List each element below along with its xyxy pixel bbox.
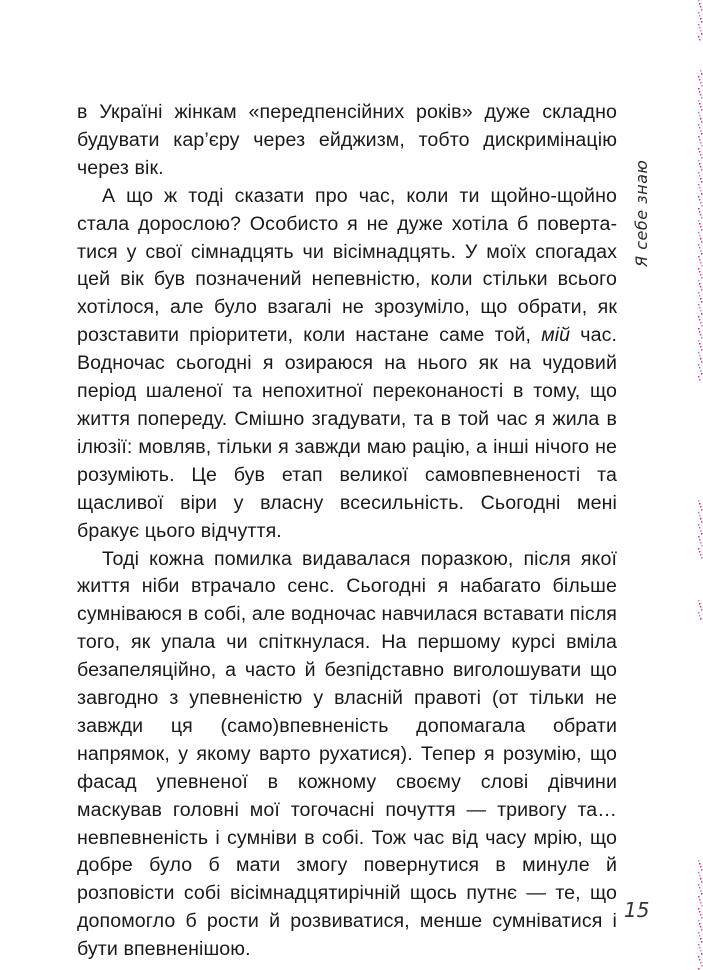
edge-dot <box>698 196 700 198</box>
edge-dot <box>699 911 701 913</box>
edge-dot <box>698 36 700 38</box>
emphasis-text: мій <box>541 324 571 347</box>
edge-dot <box>700 926 702 928</box>
text-run: час. Водночас сьогодні я озираюся на нього як на чудовий період шаленої та непохитної переконаності в тому, що життя попереду. Смішно згадувати, та в той час я жила в ілюзії: мовляв, тільки я завжди маю рацію, а інші нічого не розуміють. Це був етап великої самовпевненості та щасливої віри у власну всесильність. Сьогодні мені бракує цього відчуття. <box>77 324 618 542</box>
edge-dot <box>701 373 703 375</box>
edge-dot <box>701 133 703 135</box>
edge-dot <box>700 214 702 216</box>
edge-dot <box>701 869 703 871</box>
edge-dot <box>699 247 701 249</box>
edge-dot <box>700 30 702 32</box>
edge-dot <box>701 217 703 219</box>
edge-dot <box>698 76 700 78</box>
edge-dot <box>699 367 701 369</box>
edge-dot <box>700 154 702 156</box>
edge-dot <box>698 184 700 186</box>
edge-dot <box>701 917 703 919</box>
edge-dot <box>701 313 703 315</box>
edge-dot <box>701 953 703 955</box>
edge-dot <box>701 929 703 931</box>
edge-dot <box>701 193 703 195</box>
edge-dot <box>699 211 701 213</box>
edge-dot <box>700 518 702 520</box>
edge-dot <box>698 292 700 294</box>
edge-dot <box>700 130 702 132</box>
edge-dot <box>701 205 703 207</box>
edge-dot <box>700 334 702 336</box>
edge-dot <box>700 962 702 964</box>
edge-dot <box>699 527 701 529</box>
edge-dot <box>701 169 703 171</box>
edge-dot <box>700 166 702 168</box>
edge-dot <box>700 902 702 904</box>
edge-dot <box>701 557 703 559</box>
edge-dot <box>701 145 703 147</box>
paragraph-p1 <box>77 99 617 183</box>
edge-dot <box>701 289 703 291</box>
edge-dot <box>699 875 701 877</box>
edge-dot <box>701 21 703 23</box>
edge-dot <box>701 157 703 159</box>
edge-dot <box>698 524 700 526</box>
edge-dot <box>701 545 703 547</box>
edge-dot <box>698 136 700 138</box>
edge-dot <box>698 884 700 886</box>
edge-dot <box>699 935 701 937</box>
edge-decoration <box>681 0 703 970</box>
edge-dot <box>700 618 702 620</box>
edge-dot <box>699 307 701 309</box>
edge-dot <box>699 15 701 17</box>
edge-dot <box>699 115 701 117</box>
edge-dot <box>699 151 701 153</box>
edge-dot <box>699 139 701 141</box>
edge-dot <box>699 91 701 93</box>
page-number: 15 <box>624 898 650 922</box>
edge-dot <box>701 121 703 123</box>
edge-dot <box>698 364 700 366</box>
edge-dot <box>701 33 703 35</box>
edge-dot <box>698 340 700 342</box>
edge-dot <box>700 950 702 952</box>
edge-dot <box>699 235 701 237</box>
body-text <box>77 99 617 964</box>
edge-dot <box>701 881 703 883</box>
edge-dot <box>698 232 700 234</box>
edge-dot <box>700 878 702 880</box>
edge-dot <box>700 542 702 544</box>
edge-dot <box>701 265 703 267</box>
edge-dot <box>698 896 700 898</box>
edge-dot <box>699 127 701 129</box>
edge-dot <box>700 190 702 192</box>
edge-dot <box>701 9 703 11</box>
edge-dot <box>699 887 701 889</box>
edge-dot <box>701 73 703 75</box>
edge-dot <box>699 199 701 201</box>
edge-dot <box>698 280 700 282</box>
edge-dot <box>700 866 702 868</box>
edge-dot <box>700 310 702 312</box>
edge-dot <box>698 548 700 550</box>
edge-dot <box>699 615 701 617</box>
edge-dot <box>698 500 700 502</box>
edge-dot <box>698 328 700 330</box>
edge-dot <box>700 18 702 20</box>
edge-dot <box>699 899 701 901</box>
edge-dot <box>700 202 702 204</box>
edge-dot <box>700 238 702 240</box>
edge-dot <box>700 938 702 940</box>
edge-dot <box>699 27 701 29</box>
edge-dot <box>700 178 702 180</box>
edge-dot <box>701 509 703 511</box>
edge-dot <box>701 941 703 943</box>
edge-dot <box>699 79 701 81</box>
edge-dot <box>699 3 701 5</box>
edge-dot <box>699 39 701 41</box>
paragraph-p2 <box>77 183 617 546</box>
edge-dot <box>700 606 702 608</box>
edge-dot <box>698 0 700 2</box>
edge-dot <box>701 337 703 339</box>
edge-dot <box>701 325 703 327</box>
edge-dot <box>699 503 701 505</box>
edge-dot <box>701 301 703 303</box>
edge-dot <box>700 890 702 892</box>
edge-dot <box>699 295 701 297</box>
edge-dot <box>701 97 703 99</box>
edge-dot <box>699 539 701 541</box>
edge-dot <box>700 118 702 120</box>
edge-dot <box>699 259 701 261</box>
edge-dot <box>701 241 703 243</box>
edge-dot <box>698 512 700 514</box>
edge-dot <box>701 229 703 231</box>
text-run: А що ж тоді сказати про час, коли ти щойно-щойно стала дорослою? Особисто я не дуже хотіла б повертатися у свої сімнадцять чи вісімнадцять. У моїх спогадах цей вік був позначений непевністю, коли стільки всього хотілося, але було взагалі не зрозуміло, що обрати, як розставити пріоритети, коли настане саме той, <box>77 184 617 347</box>
edge-dot <box>698 256 700 258</box>
edge-dot <box>698 24 700 26</box>
edge-dot <box>698 600 700 602</box>
edge-dot <box>701 253 703 255</box>
edge-dot <box>700 322 702 324</box>
edge-dot <box>700 530 702 532</box>
edge-dot <box>698 304 700 306</box>
edge-dot <box>698 612 700 614</box>
edge-dot <box>701 277 703 279</box>
edge-dot <box>700 262 702 264</box>
edge-dot <box>700 70 702 72</box>
edge-dot <box>698 124 700 126</box>
edge-dot <box>701 533 703 535</box>
edge-dot <box>700 914 702 916</box>
edge-dot <box>699 355 701 357</box>
edge-dot <box>701 349 703 351</box>
edge-dot <box>699 959 701 961</box>
edge-dot <box>700 226 702 228</box>
edge-dot <box>700 6 702 8</box>
edge-dot <box>698 872 700 874</box>
edge-dot <box>699 515 701 517</box>
edge-dot <box>699 551 701 553</box>
edge-dot <box>698 148 700 150</box>
paragraph-p3 <box>77 546 617 965</box>
edge-dot <box>700 370 702 372</box>
edge-dot <box>701 521 703 523</box>
edge-dot <box>699 187 701 189</box>
edge-dot <box>698 932 700 934</box>
edge-dot <box>698 100 700 102</box>
edge-dot <box>698 112 700 114</box>
edge-dot <box>699 947 701 949</box>
edge-dot <box>700 94 702 96</box>
edge-dot <box>700 554 702 556</box>
running-head: Я себе знаю <box>632 159 651 267</box>
edge-dot <box>698 220 700 222</box>
edge-dot <box>699 271 701 273</box>
edge-dot <box>699 331 701 333</box>
edge-dot <box>700 106 702 108</box>
edge-dot <box>699 863 701 865</box>
edge-dot <box>699 103 701 105</box>
edge-dot <box>698 160 700 162</box>
text-run: Тоді кожна помилка видавалася поразкою, після якої життя ніби втрачало сенс. Сьогодні я набагато більше сумніваюся в собі, але водночас навчилася вставати після того, як упала чи спіткнулася. На першому курсі вміла безапеляційно, а часто й безпідставно виголошувати що завгодно з упевненістю у власній правоті (от тільки не завжди ця (само)впевненість допомагала обрати напрямок, у якому варто рухатися). Тепер я розумію, що фасад упевненої в кожному своєму слові дівчини маскував головні мої тогочасні почуття — тривогу та… невпевненість і сумніви в собі. Тож час від часу мрію, що добре було б мати змогу повернутися в минуле й розповісти собі вісімнадцятирічній щось путнє — те, що допомогло б рости й розвиватися, менше сумніватися і бути впевненішою. <box>77 547 617 961</box>
edge-dot <box>698 920 700 922</box>
edge-dot <box>698 968 700 970</box>
edge-dot <box>699 319 701 321</box>
edge-dot <box>699 175 701 177</box>
edge-dot <box>698 208 700 210</box>
edge-dot <box>700 298 702 300</box>
edge-dot <box>701 893 703 895</box>
edge-dot <box>698 88 700 90</box>
edge-dot <box>700 286 702 288</box>
edge-dot <box>700 506 702 508</box>
edge-dot <box>700 82 702 84</box>
edge-dot <box>701 181 703 183</box>
edge-dot <box>700 250 702 252</box>
edge-dot <box>699 223 701 225</box>
edge-dot <box>698 268 700 270</box>
edge-dot <box>698 12 700 14</box>
edge-dot <box>698 352 700 354</box>
edge-dot <box>698 316 700 318</box>
edge-dot <box>698 944 700 946</box>
edge-dot <box>701 361 703 363</box>
edge-dot <box>699 283 701 285</box>
edge-dot <box>700 274 702 276</box>
edge-dot <box>698 376 700 378</box>
edge-dot <box>698 908 700 910</box>
edge-dot <box>699 163 701 165</box>
edge-dot <box>699 923 701 925</box>
text-run: в Україні жінкам «передпенсійних років» дуже складно будувати кар’єру через ейджизм, тобто дискримінацію через вік. <box>77 101 617 179</box>
edge-dot <box>698 860 700 862</box>
edge-dot <box>700 346 702 348</box>
edge-dot <box>698 244 700 246</box>
edge-dot <box>701 905 703 907</box>
edge-dot <box>701 965 703 967</box>
edge-dot <box>699 603 701 605</box>
edge-dot <box>700 142 702 144</box>
edge-dot <box>698 956 700 958</box>
edge-dot <box>698 536 700 538</box>
edge-dot <box>699 379 701 381</box>
edge-dot <box>701 109 703 111</box>
edge-dot <box>699 343 701 345</box>
edge-dot <box>701 609 703 611</box>
edge-dot <box>701 85 703 87</box>
edge-dot <box>698 172 700 174</box>
edge-dot <box>700 358 702 360</box>
